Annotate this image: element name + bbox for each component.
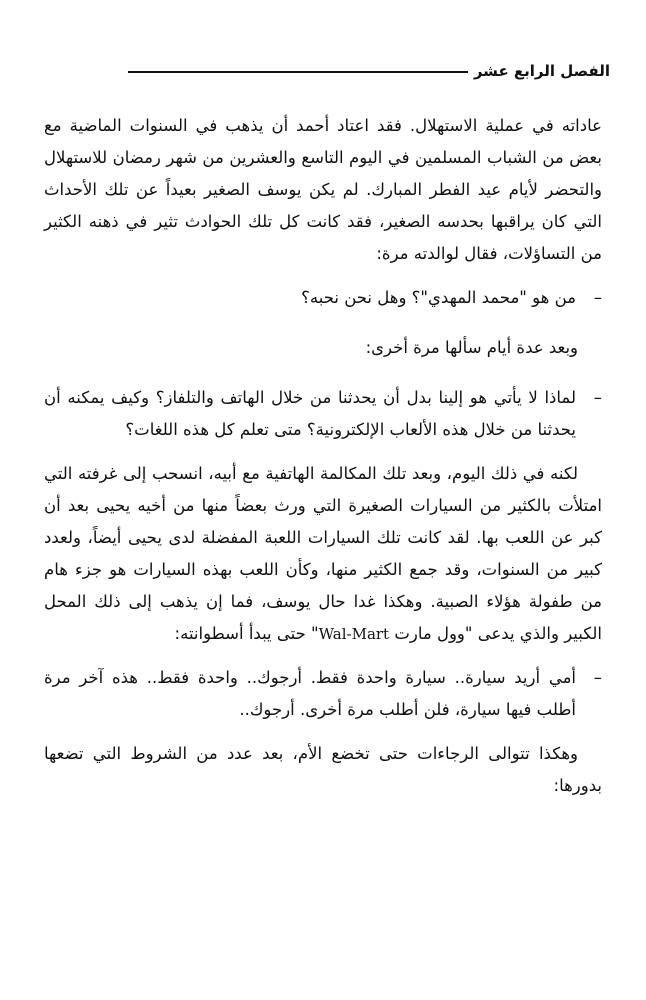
dialogue-text-3: أمي أريد سيارة.. سيارة واحدة فقط. أرجوك.. واحدة فقط.. هذه آخر مرة أطلب فيها سيارة، فلن أطلب مرة أخرى. أرجوك.. (44, 668, 576, 719)
dialogue-dash: – (593, 668, 602, 687)
paragraph-4: وهكذا تتوالى الرجاءات حتى تخضع الأم، بعد عدد من الشروط التي تضعها بدورها: (44, 744, 602, 795)
paragraph-2: وبعد عدة أيام سألها مرة أخرى: (365, 338, 578, 357)
dialogue-dash: – (593, 388, 602, 407)
chapter-title: الفصل الرابع عشر (473, 62, 610, 80)
dialogue-text-2: لماذا لا يأتي هو إلينا بدل أن يحدثنا من خلال الهاتف والتلفاز؟ وكيف يمكنه أن يحدثنا من خلال هذه الألعاب الإلكترونية؟ متى تعلم كل هذه اللغات؟ (44, 388, 576, 439)
body-text (44, 110, 602, 802)
paragraph-1: عاداته في عملية الاستهلال. فقد اعتاد أحمد أن يذهب في السنوات الماضية مع بعض من الشباب المسلمين في اليوم التاسع والعشرين من شهر رمضان للاستهلال والتحضر لأيام عيد الفطر المبارك. لم يكن يوسف الصغير بعيداً عن تلك الأحداث التي كان يراقبها بحدسه الصغير، فقد كانت كل تلك الحوادث تثير في ذهنه الكثير من التساؤلات، فقال لوالدته مرة: (44, 116, 602, 263)
dialogue-dash: – (593, 288, 602, 307)
dialogue-text-1: من هو "محمد المهدي"؟ وهل نحن نحبه؟ (301, 288, 576, 307)
paragraph-3-text: لكنه في ذلك اليوم، وبعد تلك المكالمة الهاتفية مع أبيه، انسحب إلى غرفته التي امتلأت بالكثير من السيارات الصغيرة التي ورث بعضاً منها من أخيه يحيى بعد أن كبر عن اللعب بها. لقد كانت تلك السيارات اللعبة المفضلة لدى يحيى أيضاً، ولعدد كبير من السنوات، وقد جمع الكثير منها، وكأن اللعب بهذه السيارات هو جزء هام من طفولة هؤلاء الصبية. وهكذا غدا حال يوسف، فما إن يذهب إلى ذلك المحل الكبير والذي يدعى "وول مارت (44, 464, 602, 643)
header-rule (128, 71, 468, 73)
dialogue-line-3 (44, 662, 602, 726)
store-name: Wal-Mart (318, 625, 390, 643)
dialogue-line-1 (44, 282, 602, 314)
running-header (128, 58, 610, 84)
paragraph-3 (44, 458, 602, 650)
paragraph-3-text-end: " حتى يبدأ أسطوانته: (174, 624, 319, 643)
dialogue-line-2 (44, 382, 602, 446)
